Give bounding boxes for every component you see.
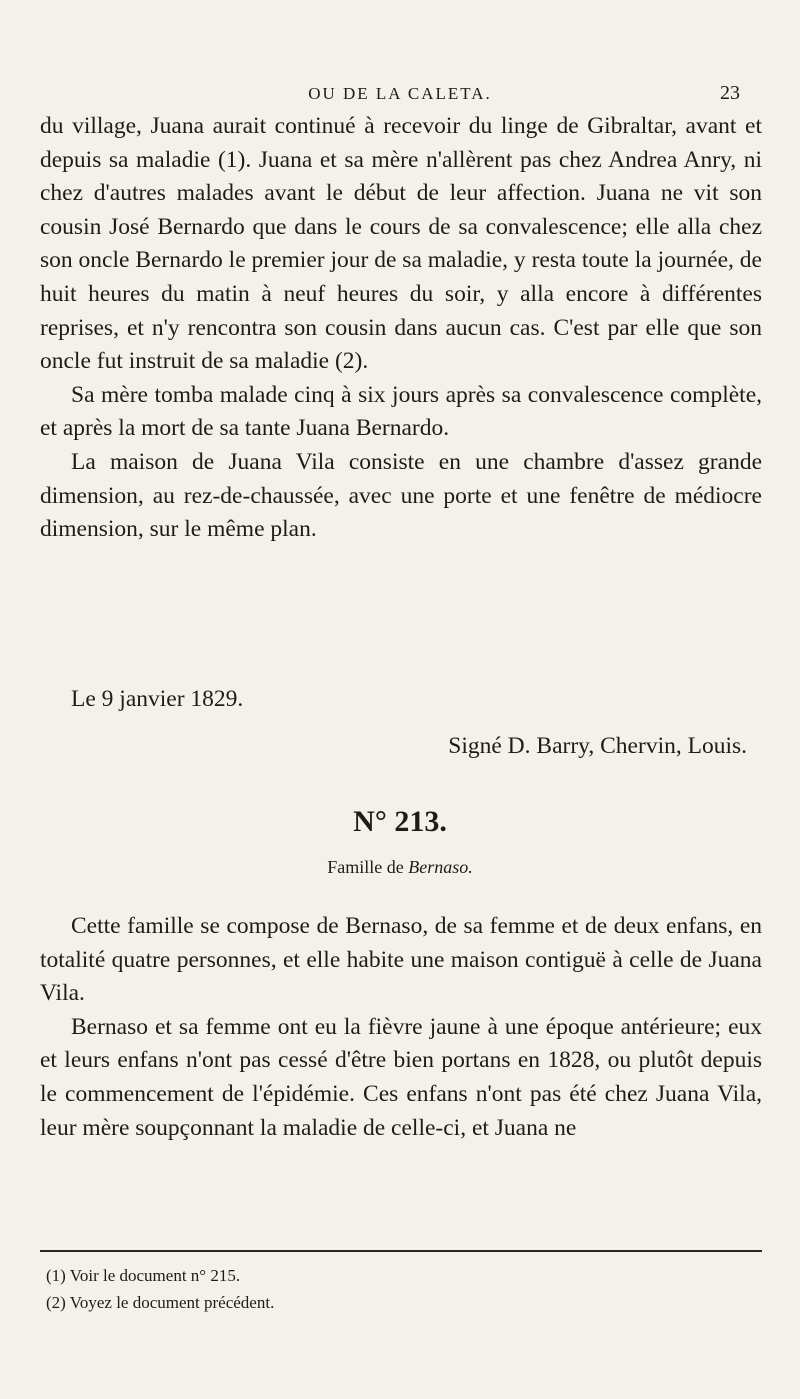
date-line: Le 9 janvier 1829.: [71, 686, 244, 712]
family-caption-prefix: Famille de: [327, 857, 409, 877]
paragraph: du village, Juana aurait continué à recevoir du linge de Gibraltar, avant et depuis sa maladie (1). Juana et sa mère n'allèrent pas chez Andrea Anry, ni chez d'autres malades avant le début de leur affection. Juana ne vit son cousin José Bernardo que dans le cours de sa convalescence; elle alla chez son oncle Bernardo le premier jour de sa maladie, y resta toute la journée, de huit heures du matin à neuf heures du soir, y alla encore à différentes reprises, et n'y rencontra son cousin dans aucun cas. C'est par elle que son oncle fut instruit de sa maladie (2).: [40, 113, 762, 375]
document-number: N° 213.: [353, 805, 447, 838]
family-name: Bernaso.: [408, 857, 473, 877]
paragraph: Cette famille se compose de Bernaso, de sa femme et de deux enfans, en totalité quatre personnes, et elle habite une maison contiguë à celle de Juana Vila.: [40, 913, 762, 1007]
footnote: (2) Voyez le document précédent.: [46, 1293, 275, 1312]
signature-line: Signé D. Barry, Chervin, Louis.: [448, 733, 747, 759]
paragraph: La maison de Juana Vila consiste en une chambre d'assez grande dimension, au rez-de-chaussée, avec une porte et une fenêtre de médiocre dimension, sur le même plan.: [40, 448, 762, 543]
body-text-top: [40, 110, 762, 547]
footnote-rule: [40, 1250, 762, 1252]
body-text-bottom: [40, 910, 762, 1145]
page-number: 23: [720, 82, 740, 104]
page-header: [40, 84, 760, 112]
footnote: (1) Voir le document n° 215.: [46, 1266, 241, 1285]
paragraph: Sa mère tomba malade cinq à six jours après sa convalescence complète, et après la mort de sa tante Juana Bernardo.: [40, 381, 762, 442]
family-caption: [0, 857, 800, 878]
paragraph: Bernaso et sa femme ont eu la fièvre jaune à une époque antérieure; eux et leurs enfans n'ont pas cessé d'être bien portans en 1828, ou plutôt depuis le commencement de l'épidémie. Ces enfans n'ont pas été chez Juana Vila, leur mère soupçonnant la maladie de celle-ci, et Juana ne: [40, 1013, 762, 1141]
footnotes: [46, 1262, 274, 1316]
running-head: OU DE LA CALETA.: [308, 84, 492, 103]
